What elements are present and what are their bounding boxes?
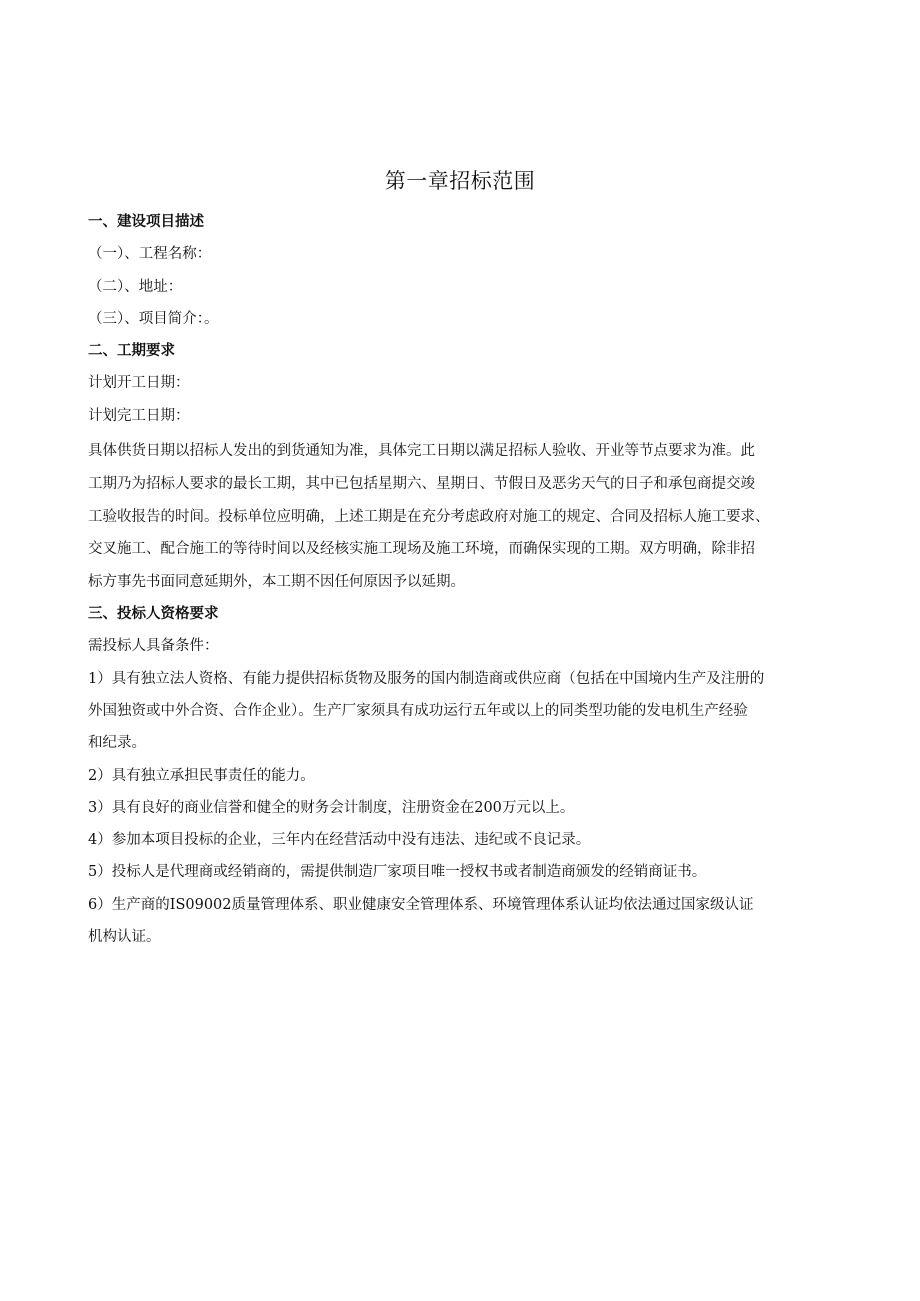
planned-start-date-line: 计划开工日期： bbox=[88, 375, 190, 391]
schedule-paragraph-line: 具体供货日期以招标人发出的到货通知为准，具体完工日期以满足招标人验收、开业等节点要求为准。此 bbox=[88, 443, 755, 459]
section-heading-project-description: 一、建设项目描述 bbox=[88, 214, 204, 230]
planned-end-date-line: 计划完工日期： bbox=[88, 408, 190, 424]
requirement-3-line: 3）具有良好的商业信誉和健全的财务会计制度，注册资金在200万元以上。 bbox=[88, 800, 575, 816]
requirement-1-line: 和纪录。 bbox=[88, 735, 146, 751]
project-address-line: （二）、地址： bbox=[88, 279, 183, 295]
requirement-1-line: 外国独资或中外合资、合作企业）。生产厂家须具有成功运行五年或以上的同类型功能的发电机生产经验 bbox=[88, 703, 748, 719]
requirement-2-line: 2）具有独立承担民事责任的能力。 bbox=[88, 768, 315, 784]
section-heading-bidder-qualifications: 三、投标人资格要求 bbox=[88, 606, 219, 622]
section-heading-schedule: 二、工期要求 bbox=[88, 343, 175, 359]
requirement-4-line: 4）参加本项目投标的企业，三年内在经营活动中没有违法、违纪或不良记录。 bbox=[88, 832, 591, 848]
schedule-paragraph-line: 交叉施工、配合施工的等待时间以及经核实施工现场及施工环境，而确保实现的工期。双方明确，除非招 bbox=[88, 541, 755, 557]
page-title: 第一章招标范围 bbox=[384, 169, 536, 193]
schedule-paragraph-line: 工期乃为招标人要求的最长工期，其中已包括星期六、星期日、节假日及恶劣天气的日子和承包商提交竣 bbox=[88, 476, 755, 492]
requirement-5-line: 5）投标人是代理商或经销商的，需提供制造厂家项目唯一授权书或者制造商颁发的经销商证书。 bbox=[88, 864, 707, 880]
project-summary-line: （三）、项目简介：。 bbox=[88, 311, 219, 327]
requirement-6-line: 机构认证。 bbox=[88, 929, 161, 945]
schedule-paragraph-line: 标方事先书面同意延期外，本工期不因任何原因予以延期。 bbox=[88, 574, 465, 590]
qualifications-intro-line: 需投标人具备条件： bbox=[88, 638, 219, 654]
requirement-6-line: 6）生产商的IS09002质量管理体系、职业健康安全管理体系、环境管理体系认证均依法通过国家级认证 bbox=[88, 897, 754, 913]
schedule-paragraph-line: 工验收报告的时间。投标单位应明确，上述工期是在充分考虑政府对施工的规定、合同及招标人施工要求、 bbox=[88, 509, 770, 525]
requirement-1-line: 1）具有独立法人资格、有能力提供招标货物及服务的国内制造商或供应商（包括在中国境内生产及注册的 bbox=[88, 671, 765, 687]
project-name-line: （一）、工程名称： bbox=[88, 246, 212, 262]
